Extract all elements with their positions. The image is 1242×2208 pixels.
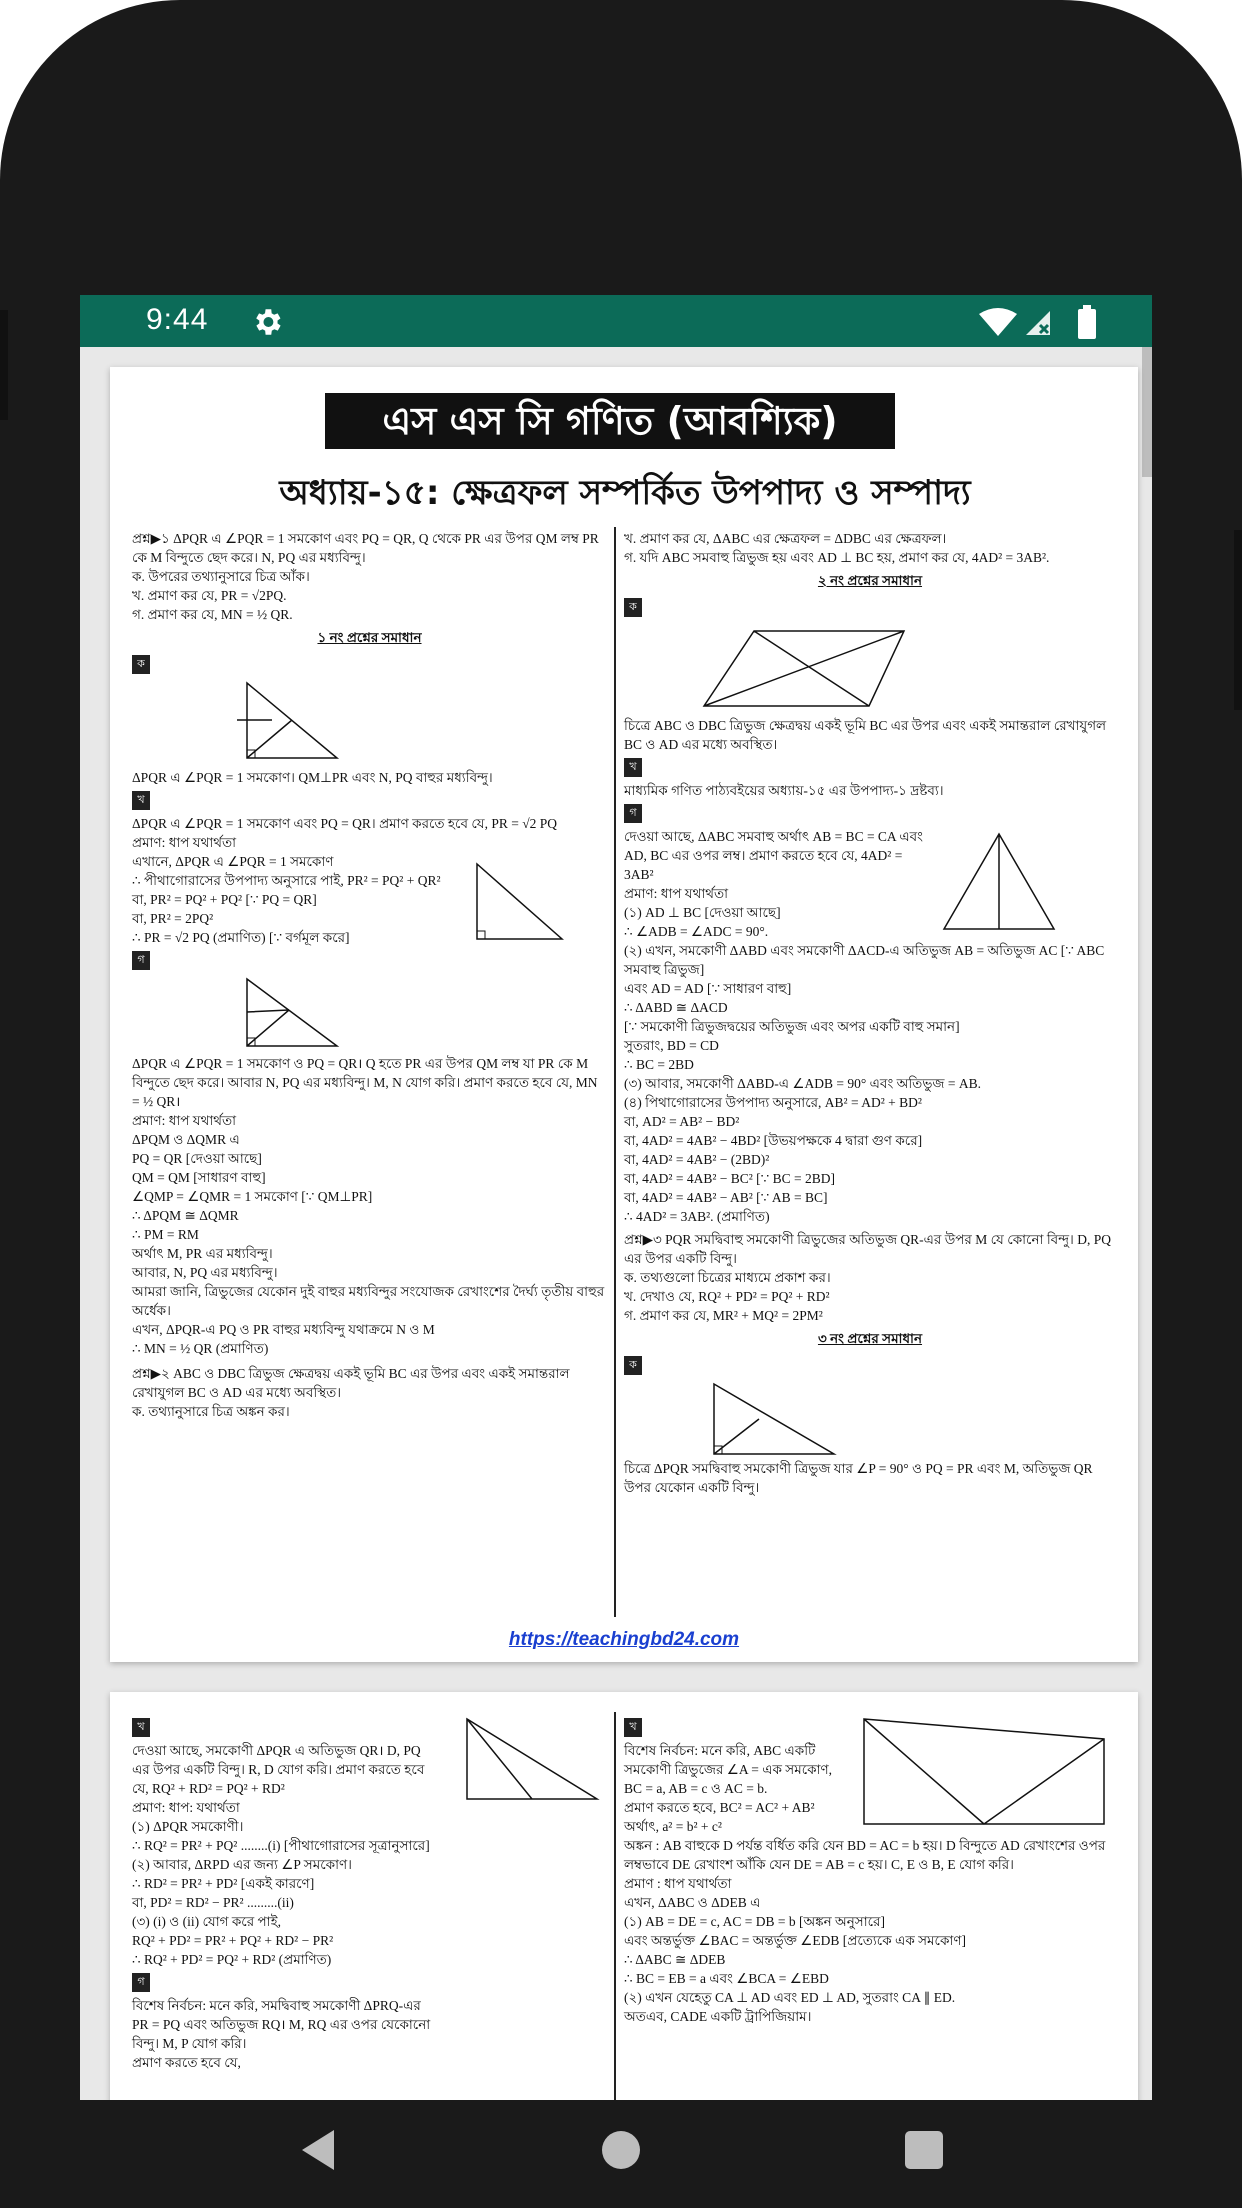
proof-line: বা, PD² = RD² − PR² .........(ii) — [132, 1895, 294, 1910]
proof-line: ΔPQM ও ΔQMR এ — [132, 1132, 240, 1147]
solution-3-ga-given: বিশেষ নির্বচন: মনে করি, সমদ্বিবাহু সমকোণী ΔPRQ-এর PR = PQ এবং অতিভুজ RQ। M, RQ এর ওপর যেকোনো বিন্দু। M, P যোগ করি। — [132, 1998, 431, 2051]
solution-1-ga-given: ΔPQR এ ∠PQR = 1 সমকোণ ও PQ = QR। Q হতে PR এর উপর QM লম্ব যা PR কে M বিন্দুতে ছেদ করে। আবার N, PQ এর মধ্যবিন্দু। M, N যোগ করি। প্রমাণ করতে হবে যে, MN = ½ QR। — [132, 1056, 598, 1109]
question-2-stem: প্রশ্ন▶২ ABC ও DBC ত্রিভুজ ক্ষেত্রদ্বয় একই ভূমি BC এর উপর এবং একই সমান্তরাল রেখাযুগল BC ও AD এর মধ্যে অবস্থিত। — [132, 1366, 570, 1400]
parallel-triangles-diagram — [684, 621, 924, 716]
clock: 9:44 — [146, 303, 209, 336]
chapter-title: অধ্যায়-১৫: ক্ষেত্রফল সম্পর্কিত উপপাদ্য ও সম্পাদ্য — [279, 473, 971, 513]
proof-header: প্রমাণ: ধাপ: যথার্থতা — [132, 1800, 240, 1815]
scrollbar-thumb[interactable] — [1142, 347, 1152, 477]
proof-line: এখন, ΔABC ও ΔDEB এ — [624, 1895, 761, 1910]
proof-line: (১) ΔPQR সমকোণী। — [132, 1819, 244, 1834]
solution-2-heading: ২ নং প্রশ্নের সমাধান — [817, 573, 923, 588]
battery-icon — [1076, 305, 1098, 339]
proof-line: সুতরাং, BD = CD — [624, 1038, 719, 1053]
proof-line: (২) আবার, ΔRPD এর জন্য ∠P সমকোণ। — [132, 1857, 352, 1872]
solution-2-kha-text: মাধ্যমিক গণিত পাঠ্যবইয়ের অধ্যায়-১৫ এর উপপাদ্য-১ দ্রষ্টব্য। — [624, 783, 944, 798]
part-marker-ga: গ — [132, 1973, 150, 1992]
volume-button — [0, 310, 8, 420]
proof-line: বা, 4AD² = 4AB² − (2BD)² — [624, 1152, 770, 1167]
question-2-part-ka: ক. তথ্যানুসারে চিত্র অঙ্কন কর। — [132, 1404, 290, 1419]
proof-line: এবং AD = AD [∵ সাধারণ বাহু] — [624, 981, 792, 996]
proof-line: PQ = QR [দেওয়া আছে] — [132, 1151, 262, 1166]
left-column — [132, 529, 607, 1421]
solution-3-kha-given: দেওয়া আছে, সমকোণী ΔPQR এ অতিভুজ QR। D, PQ এর উপর একটি বিন্দু। R, D যোগ করি। প্রমাণ করতে হবে যে, RQ² + RD² = PQ² + RD² — [132, 1743, 425, 1796]
navigation-bar — [0, 2100, 1242, 2208]
power-button — [1234, 530, 1242, 710]
proof-line: QM = QM [সাধারণ বাহু] — [132, 1170, 266, 1185]
question-3-part-ga: গ. প্রমাণ কর যে, MR² + MQ² = 2PM² — [624, 1308, 823, 1323]
part-marker-ka: ক — [132, 655, 150, 674]
construction-text: অঙ্কন : AB বাহুকে D পর্যন্ত বর্ধিত করি যেন BD = AC = b হয়। D বিন্দুতে AD রেখাংশের ওপর লম্বভাবে DE রেখাংশ আঁকি যেন DE = AB = c হয়। C, E ও B, E যোগ করি। — [624, 1838, 1106, 1872]
proof-header: প্রমাণ: ধাপ যথার্থতা — [132, 835, 237, 850]
solution-line: BC = a, AB = c ও AC = b. — [624, 1781, 768, 1796]
solution-2-ga-given: দেওয়া আছে, ΔABC সমবাহু অর্থাৎ AB = BC = CA এবং AD, BC এর ওপর লম্ব। প্রমাণ করতে হবে যে, 4AD² = 3AB² — [624, 829, 923, 882]
proof-line: ∠QMP = ∠QMR = 1 সমকোণ [∵ QM⊥PR] — [132, 1189, 373, 1204]
solution-1-heading: ১ নং প্রশ্নের সমাধান — [317, 630, 422, 645]
proof-header: প্রমাণ: ধাপ যথার্থতা — [624, 886, 729, 901]
proof-line: অতএব, CADE একটি ট্রাপিজিয়াম। — [624, 2009, 812, 2024]
part-marker-ka: ক — [624, 1356, 642, 1375]
recent-apps-icon[interactable] — [905, 2131, 943, 2169]
proof-line: আমরা জানি, ত্রিভুজের যেকোন দুই বাহুর মধ্যবিন্দুর সংযোজক রেখাংশের দৈর্ঘ্য তৃতীয় বাহুর অর্ধেক। — [132, 1284, 605, 1318]
triangle-pqr-diagram-2 — [462, 859, 572, 949]
solution-3-heading: ৩ নং প্রশ্নের সমাধান — [817, 1331, 923, 1346]
proof-line: ∴ RQ² + PD² = PQ² + RD² (প্রমাণিত) — [132, 1952, 332, 1967]
right-column — [624, 529, 1116, 1497]
proof-header: প্রমাণ : ধাপ যথার্থতা — [624, 1876, 732, 1891]
column-divider — [614, 527, 616, 1617]
question-2-part-ga: গ. যদি ABC সমবাহু ত্রিভুজ হয় এবং AD ⊥ BC হয়, প্রমাণ কর যে, 4AD² = 3AB². — [624, 550, 1050, 565]
proof-line: ∴ PR = √2 PQ (প্রমাণিত) [∵ বর্গমূল করে] — [132, 930, 350, 945]
part-marker-ka: ক — [624, 598, 642, 617]
proof-line: ∴ ∠ADB = ∠ADC = 90°. — [624, 924, 769, 939]
wifi-icon — [978, 308, 1018, 338]
proof-line: বা, PR² = PQ² + PQ² [∵ PQ = QR] — [132, 892, 317, 907]
proof-line: বা, 4AD² = 4AB² − 4BD² [উভয়পক্ষকে 4 দ্বারা গুণ করে] — [624, 1133, 923, 1148]
document-viewer[interactable] — [80, 347, 1152, 2100]
proof-line: ∴ ΔABC ≅ ΔDEB — [624, 1952, 726, 1967]
proof-line: এখানে, ΔPQR এ ∠PQR = 1 সমকোণ — [132, 854, 334, 869]
proof-line: ∴ ΔPQM ≅ ΔQMR — [132, 1208, 239, 1223]
right-column — [624, 1714, 1116, 2026]
proof-line: (২) এখন যেহেতু CA ⊥ AD এবং ED ⊥ AD, সুতরাং CA ∥ ED. — [624, 1990, 956, 2005]
proof-line: এবং অন্তর্ভুক্ত ∠BAC = অন্তর্ভুক্ত ∠EDB [প্রত্যেকে এক সমকোণ] — [624, 1933, 966, 1948]
solution-2-ka-caption: চিত্রে ABC ও DBC ত্রিভুজ ক্ষেত্রদ্বয় একই ভূমি BC এর উপর এবং একই সমান্তরাল রেখাযুগল BC ও AD এর মধ্যে অবস্থিত। — [624, 718, 1107, 752]
trapezium-proof-diagram — [854, 1714, 1114, 1834]
subject-banner: এস এস সি গণিত (আবশ্যিক) — [325, 393, 895, 449]
proof-line: ∴ BC = EB = a এবং ∠BCA = ∠EBD — [624, 1971, 829, 1986]
question-1-part-kha: খ. প্রমাণ কর যে, PR = √2PQ. — [132, 588, 287, 603]
proof-line: ∴ PM = RM — [132, 1227, 199, 1242]
proof-line: (২) এখন, সমকোণী ΔABD এবং সমকোণী ΔACD-এ অতিভুজ AB = অতিভুজ AC [∵ ABC সমবাহু ত্রিভুজ] — [624, 943, 1105, 977]
triangle-pqr-diagram-3 — [227, 974, 357, 1054]
proof-header: প্রমাণ: ধাপ যথার্থতা — [132, 1113, 237, 1128]
solution-1-kha-given: ΔPQR এ ∠PQR = 1 সমকোণ এবং PQ = QR। প্রমাণ করতে হবে যে, PR = √2 PQ — [132, 816, 558, 831]
proof-line: ∴ RD² = PR² + PD² [একই কারণে] — [132, 1876, 315, 1891]
part-marker-ga: গ — [132, 951, 150, 970]
question-3-stem: প্রশ্ন▶৩ PQR সমদ্বিবাহু সমকোণী ত্রিভুজের অতিভুজ QR-এর উপর M যে কোনো বিন্দু। D, PQ এর উপর একটি বিন্দু। — [624, 1232, 1111, 1266]
triangle-pqr-diagram-1 — [227, 678, 357, 768]
isosceles-right-triangle-diagram — [704, 1379, 854, 1459]
source-link[interactable]: https://teachingbd24.com — [508, 1629, 740, 1650]
right-triangle-pqr-diagram — [462, 1714, 602, 1804]
proof-line: বা, 4AD² = 4AB² − BC² [∵ BC = 2BD] — [624, 1171, 836, 1186]
proof-line: ∴ MN = ½ QR (প্রমাণিত) — [132, 1341, 269, 1356]
proof-line: অর্থাৎ M, PR এর মধ্যবিন্দু। — [132, 1246, 273, 1261]
signal-icon — [1024, 309, 1054, 337]
proof-line: ∴ BC = 2BD — [624, 1057, 694, 1072]
question-3-part-ka: ক. তথ্যগুলো চিত্রের মাধ্যমে প্রকাশ কর। — [624, 1270, 831, 1285]
proof-line: বা, 4AD² = 4AB² − AB² [∵ AB = BC] — [624, 1190, 828, 1205]
proof-line: এখন, ΔPQR-এ PQ ও PR বাহুর মধ্যবিন্দু যথাক্রমে N ও M — [132, 1322, 435, 1337]
question-3-part-kha: খ. দেখাও যে, RQ² + PD² = PQ² + RD² — [624, 1289, 830, 1304]
proof-line: ∴ ΔABD ≅ ΔACD — [624, 1000, 728, 1015]
left-column — [132, 1714, 607, 2072]
proof-line: ∴ 4AD² = 3AB². (প্রমাণিত) — [624, 1209, 770, 1224]
part-marker-ga: গ — [624, 804, 642, 823]
proof-line: আবার, N, PQ এর মধ্যবিন্দু। — [132, 1265, 278, 1280]
proof-line: (১) AD ⊥ BC [দেওয়া আছে] — [624, 905, 781, 920]
question-1-part-ka: ক. উপরের তথ্যানুসারে চিত্র আঁক। — [132, 569, 310, 584]
proof-line: ∴ পীথাগোরাসের উপপাদ্য অনুসারে পাই, PR² = PQ² + QR² — [132, 873, 441, 888]
solution-line: প্রমাণ করতে হবে, BC² = AC² + AB² — [624, 1800, 815, 1815]
proof-line: বা, AD² = AB² − BD² — [624, 1114, 740, 1129]
proof-line: (৩) (i) ও (ii) যোগ করে পাই, — [132, 1914, 281, 1929]
document-page-1 — [110, 367, 1138, 1662]
part-marker-kha: খ — [624, 1718, 642, 1737]
question-1-stem: প্রশ্ন▶১ ΔPQR এ ∠PQR = 1 সমকোণ এবং PQ = QR, Q থেকে PR এর উপর QM লম্ব PR কে M বিন্দুতে ছেদ করে। N, PQ এর মধ্যবিন্দু। — [132, 531, 599, 565]
solution-line: অর্থাৎ, a² = b² + c² — [624, 1819, 722, 1834]
proof-line: (১) AB = DE = c, AC = DB = b [অঙ্কন অনুসারে] — [624, 1914, 885, 1929]
solution-3-ka-caption: চিত্রে ΔPQR সমদ্বিবাহু সমকোণী ত্রিভুজ যার ∠P = 90° ও PQ = PR এবং M, অতিভুজ QR উপর যেকোন একটি বিন্দু। — [624, 1461, 1093, 1495]
home-icon[interactable] — [602, 2131, 640, 2169]
status-bar — [80, 295, 1152, 347]
solution-line: বিশেষ নির্বচন: মনে করি, ABC একটি সমকোণী ত্রিভুজের ∠A = এক সমকোণ, — [624, 1743, 833, 1777]
solution-1-ka-caption: ΔPQR এ ∠PQR = 1 সমকোণ। QM⊥PR এবং N, PQ বাহুর মধ্যবিন্দু। — [132, 770, 493, 785]
settings-gear-icon — [250, 305, 284, 339]
proof-line: ∴ RQ² = PR² + PQ² ........(i) [পীথাগোরাসের সূত্রানুসারে] — [132, 1838, 430, 1853]
part-marker-kha: খ — [132, 1718, 150, 1737]
proof-line: (৪) পিথাগোরাসের উপপাদ্য অনুসারে, AB² = AD² + BD² — [624, 1095, 922, 1110]
back-icon[interactable] — [298, 2126, 338, 2174]
question-2-part-kha: খ. প্রমাণ কর যে, ΔABC এর ক্ষেত্রফল = ΔDBC এর ক্ষেত্রফল। — [624, 531, 947, 546]
proof-line: RQ² + PD² = PR² + PQ² + RD² − PR² — [132, 1933, 334, 1948]
solution-3-ga-prove: প্রমাণ করতে হবে যে, — [132, 2055, 241, 2070]
question-1-part-ga: গ. প্রমাণ কর যে, MN = ½ QR. — [132, 607, 293, 622]
screen — [80, 295, 1152, 2100]
part-marker-kha: খ — [624, 758, 642, 777]
part-marker-kha: খ — [132, 791, 150, 810]
proof-line: (৩) আবার, সমকোণী ΔABD-এ ∠ADB = 90° এবং অতিভুজ = AB. — [624, 1076, 981, 1091]
column-divider — [614, 1712, 616, 2100]
equilateral-triangle-diagram — [934, 829, 1064, 939]
proof-line: [∵ সমকোণী ত্রিভুজদ্বয়ের অতিভুজ এবং অপর একটি বাহু সমান] — [624, 1019, 960, 1034]
document-page-2 — [110, 1692, 1138, 2100]
proof-line: বা, PR² = 2PQ² — [132, 911, 214, 926]
